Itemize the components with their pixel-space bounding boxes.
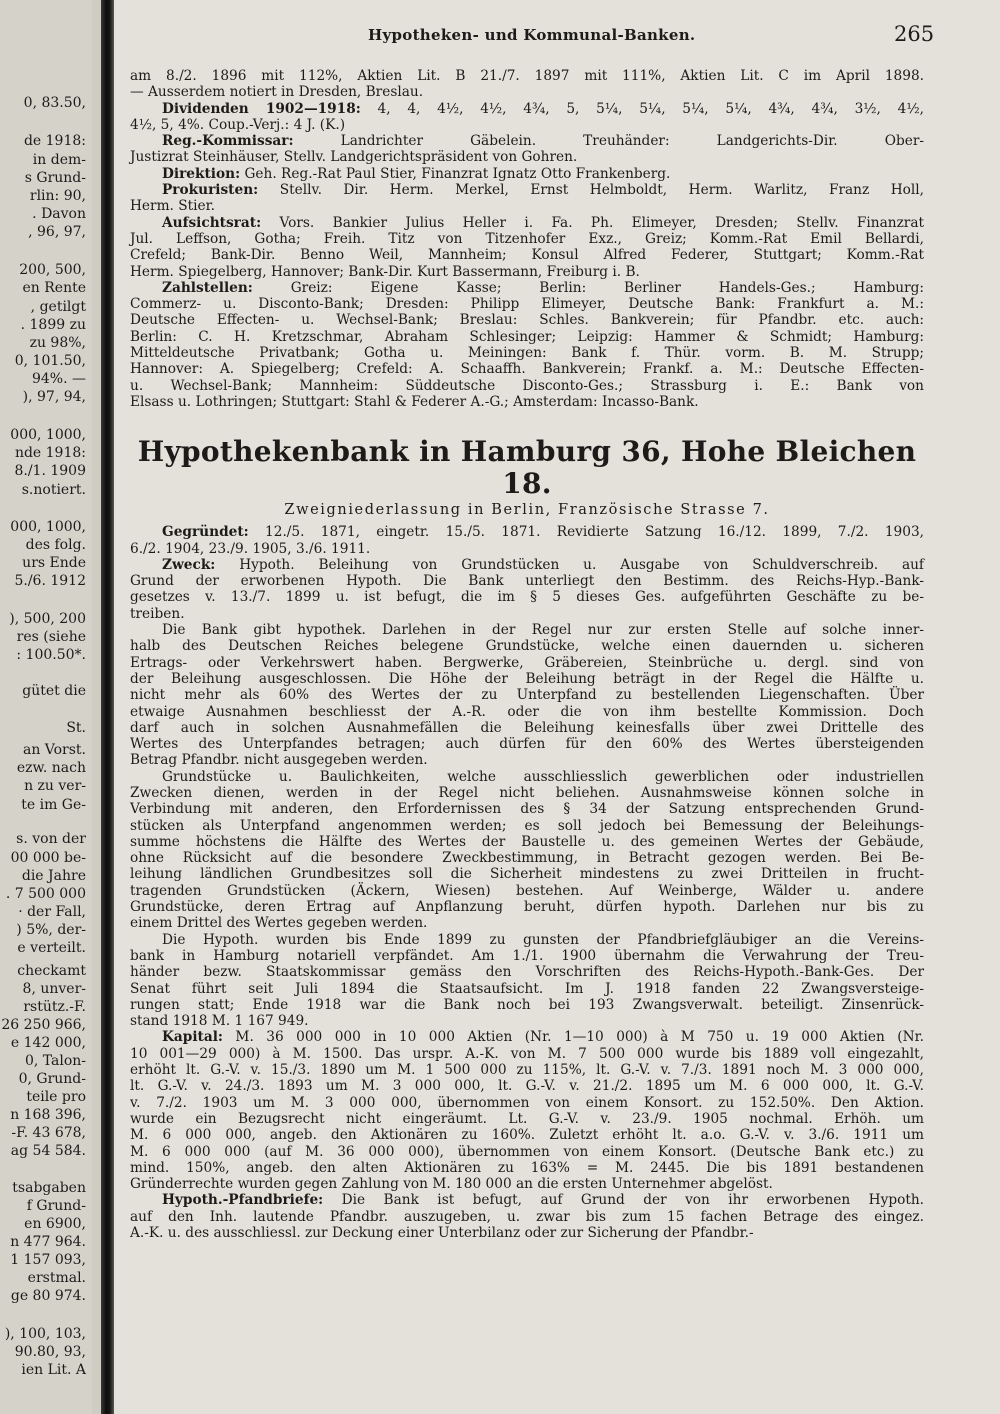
line-text: Geh. Reg.-Rat Paul Stier, Finanzrat Ignatz Otto Frankenberg. [240,165,671,182]
side-column-line: ), 100, 103, [4,1326,86,1342]
text-line [130,149,924,165]
book-page [114,0,1000,1414]
side-column-line: 5./6. 1912 [14,573,86,589]
text-line [130,1046,924,1062]
text-line [130,785,924,801]
side-column-line: 0, Grund- [18,1071,86,1087]
paragraph [130,101,924,134]
section-label: Kapital: [162,1029,223,1046]
section-label: Zahlstellen: [162,279,253,296]
section-label: Reg.-Kommissar: [162,133,294,150]
text-line [130,1144,924,1160]
side-column-line: de 1918: [23,133,86,149]
line-text: am 8./2. 1896 mit 112%, Aktien Lit. B 21./7. 1897 mit 111%, Aktien Lit. C im April 1898. [130,68,924,84]
text-line [130,524,924,540]
line-text: 12./5. 1871, eingetr. 15./5. 1871. Revidierte Satzung 16./12. 1899, 7./2. 1903, [248,524,924,541]
section-label: Zweck: [162,556,216,573]
paragraph [130,524,924,557]
line-text: Crefeld; Bank-Dir. Benno Weil, Mannheim; Konsul Alfred Federer, Stuttgart; Komm.-Rat [130,247,924,264]
bank-title: Hypothekenbank in Hamburg 36, Hohe Bleichen 18. [137,435,917,501]
line-text: u. Wechsel-Bank; Mannheim: Süddeutsche Disconto-Ges.; Strassburg i. E.: Bank von [130,377,924,394]
side-column-line: 26 250 966, [1,1017,86,1033]
line-text: Hypoth. Beleihung von Grundstücken u. Ausgabe von Schuldverschreib. auf [215,556,924,573]
paragraph [130,133,924,166]
line-text: Hannover: A. Spiegelberg; Crefeld: A. Schaaffh. Bankverein; Frankf. a. M.: Deutsche Effecten- [130,361,924,378]
text-line [130,329,924,345]
text-line [130,622,924,638]
side-column-line: zu 98%, [29,335,86,351]
text-line [130,198,924,214]
text-line [130,231,924,247]
side-column-line: 0, Talon- [24,1053,86,1069]
side-column-line: , 96, 97, [28,224,86,240]
paragraph [130,68,924,101]
line-text: Herm. Stier. [130,198,216,215]
text-line [130,655,924,671]
text-line [130,1176,924,1192]
text-line [130,638,924,654]
text-line [130,247,924,263]
side-column-line: . 1899 zu [20,317,86,333]
side-column-line: ag 54 584. [10,1143,86,1159]
text-line [130,1062,924,1078]
text-line [130,1111,924,1127]
text-line [130,541,924,557]
side-column-line: ) 5%, der- [16,922,86,938]
line-text: händer bezw. Staatskommissar gemäss den Vorschriften des Reichs-Hypoth.-Bank-Ges. Der [130,964,924,981]
line-text: einem Drittel des Wertes gegeben werden. [130,915,428,932]
text-line [130,215,924,231]
line-text: halb des Deutschen Reiches belegene Grundstücke, welche einen dauernden u. sicheren [130,638,924,655]
side-column-line: s. von der [16,831,86,847]
side-column-line: n 168 396, [10,1107,86,1123]
side-column-line: rlin: 90, [29,188,86,204]
text-line [130,1225,924,1241]
line-text: Grund der erworbenen Hypoth. Die Bank unterliegt den Bestimm. des Reichs-Hyp.-Bank- [130,573,924,590]
line-text: Die Bank gibt hypothek. Darlehen in der Regel nur zur ersten Stelle auf solche inner- [162,622,924,639]
text-line [130,68,924,84]
text-line [130,834,924,850]
side-column-line: s.notiert. [21,482,86,498]
text-line [130,1192,924,1208]
line-text: M. 36 000 000 in 10 000 Aktien (Nr. 1—10 000) à M 750 u. 19 000 Aktien (Nr. [222,1029,924,1046]
side-column-line: e 142 000, [10,1035,86,1051]
bank-entry [130,524,924,1241]
side-column-line: ezw. nach [16,760,86,776]
side-column-line: 000, 1000, [10,519,86,535]
line-text: lt. G.-V. v. 24./3. 1893 um M. 3 000 000, lt. G.-V. v. 21./2. 1895 um M. 6 000 000, lt. G.-V. [130,1078,924,1095]
line-text: Herm. Spiegelberg, Hannover; Bank-Dir. Kurt Bassermann, Freiburg i. B. [130,263,640,280]
side-column-line: : 100.50*. [16,647,86,663]
side-column-line: en Rente [22,280,86,296]
side-column-line: 8, unver- [22,981,86,997]
line-text: auf den Inh. lautende Pfandbr. auszugeben, u. zwar bis zum 15 fachen Betrage des eingez. [130,1208,924,1225]
section-label: Gegründet: [162,524,249,541]
side-column-line: erstmal. [27,1270,86,1286]
paragraph [130,769,924,932]
side-column-line: tsabgaben [12,1180,86,1196]
text-line [130,606,924,622]
line-text: nicht mehr als 60% des Wertes der zu Unterpfand zu bestellenden Liegenschaften. Über [130,687,924,704]
text-line [130,769,924,785]
section-label: Hypoth.-Pfandbriefe: [162,1192,324,1209]
line-text: Die Hypoth. wurden bis Ende 1899 zu gunsten der Pfandbriefgläubiger an die Vereins- [162,931,924,948]
side-column-line: en 6900, [24,1216,86,1232]
line-text: Die Bank ist befugt, auf Grund der von ihr erworbenen Hypoth. [323,1192,924,1209]
side-column-line: 200, 500, [19,262,86,278]
text-line [130,981,924,997]
side-column-line: an Vorst. [22,742,86,758]
side-column-line: St. [66,720,86,736]
line-text: Elsass u. Lothringen; Stuttgart: Stahl & Federer A.-G.; Amsterdam: Incasso-Bank. [130,393,699,410]
text-line [130,1160,924,1176]
side-column-line: · der Fall, [18,904,86,920]
text-line [130,1095,924,1111]
text-line [130,866,924,882]
side-column-line: 8./1. 1909 [14,463,86,479]
side-column-line: des folg. [25,537,86,553]
line-text: etwaige Ausnahmen beschliesst der A.-R. oder die von ihm bestellte Kommission. Doch [130,703,924,720]
paragraph [130,1192,924,1241]
line-text: M. 6 000 000, angeb. den Aktionären zu 160%. Zuletzt erhöht lt. a.o. G.-V. v. 3./6. 1911 um [130,1127,924,1144]
text-line [130,280,924,296]
line-text: der Beleihung ausgeschlossen. Die Höhe der Beleihung beträgt in der Regel die Hälfte u. [130,670,924,687]
line-text: wurde ein Bezugsrecht nicht eingeräumt. Lt. G.-V. v. 23./9. 1905 nochmal. Erhöh. um [130,1110,924,1127]
text-line [130,932,924,948]
line-text: gesetzes v. 13./7. 1899 u. ist befugt, die im § 5 dieses Ges. aufgeführten Geschäfte zu be- [130,589,924,606]
line-text: ohne Rücksicht auf die besondere Zweckbestimmung, in Betracht gezogen werden. Bei Be- [130,850,924,867]
side-column-line: ge 80 974. [10,1288,86,1304]
bank-subtitle: Zweigniederlassung in Berlin, Französische Strasse 7. [284,502,770,519]
side-column-line: rstütz.-F. [23,999,86,1015]
side-column-line: te im Ge- [21,797,86,813]
text-line [130,671,924,687]
text-line [130,850,924,866]
line-text: Grundstücke u. Baulichkeiten, welche ausschliesslich gewerblichen oder industriellen [162,768,924,785]
line-text: Greiz: Eigene Kasse; Berlin: Berliner Handels-Ges.; Hamburg: [252,279,924,296]
text-line [130,964,924,980]
paragraph [130,622,924,769]
side-column-line: 00 000 be- [10,850,86,866]
side-column-line: nde 1918: [14,445,86,461]
line-text: stücken als Unterpfand angenommen werden; es soll jedoch bei Bemessung der Beleihungs- [130,817,924,834]
previous-page-column [0,0,92,1414]
line-text: Gründerrechte wurden gegen Zahlung von M. 180 000 an die ersten Unternehmer abgelöst. [130,1176,773,1193]
side-column-line: 1 157 093, [10,1252,86,1268]
side-column-line: 94%. — [31,371,86,387]
side-column-line: , getilgt [30,299,86,315]
text-line [130,117,924,133]
text-line [130,899,924,915]
side-column-line: -F. 43 678, [11,1125,86,1141]
text-line [130,394,924,410]
side-column-line: n 477 964. [10,1234,86,1250]
line-text: M. 6 000 000 (auf M. 36 000 000), übernommen von einem Konsort. (Deutsche Bank etc.) zu [130,1143,924,1160]
line-text: darf auch in solchen Ausnahmefällen die Beleihung keinesfalls über zwei Drittelle des [130,719,924,736]
line-text: — Ausserdem notiert in Dresden, Breslau. [130,84,424,101]
text-line [130,1078,924,1094]
text-line [130,818,924,834]
line-text: Stellv. Dir. Herm. Merkel, Ernst Helmboldt, Herm. Warlitz, Franz Holl, [258,182,924,199]
paragraph [130,1029,924,1192]
page-number: 265 [894,22,935,46]
text-line [130,704,924,720]
paragraph [130,557,924,622]
line-text: Deutsche Effecten- u. Wechsel-Bank; Breslau: Schles. Bankverein; für Pfandbr. etc. auch: [130,312,924,329]
side-column-line: 0, 101.50, [14,353,86,369]
text-line [130,1029,924,1045]
line-text: treiben. [130,605,185,622]
previous-bank-entry [130,68,924,410]
text-line [130,1209,924,1225]
text-line [130,1127,924,1143]
side-column-line: f Grund- [26,1198,86,1214]
line-text: Ertrags- oder Verkehrswert haben. Bergwerke, Gräbereien, Steinbrüche u. dergl. sind von [130,654,924,671]
running-title: Hypotheken- und Kommunal-Banken. [368,26,696,44]
line-text: tragenden Grundstücken (Äckern, Wiesen) bestehen. Auf Weinberge, Wälder u. andere [130,882,924,899]
paragraph [130,932,924,1030]
line-text: Zwecken dienen, werden in der Regel nicht beliehen. Ausnahmsweise können solche in [130,784,924,801]
side-column-line: ), 500, 200 [9,611,86,627]
side-column-line: 000, 1000, [10,427,86,443]
text-line [130,264,924,280]
line-text: erhöht lt. G.-V. v. 15./3. 1890 um M. 1 500 000 zu 115%, lt. G.-V. v. 7./3. 1891 noch M. 3 000 000, [130,1062,924,1079]
section-label: Dividenden 1902—1918: [162,100,361,117]
text-line [130,312,924,328]
line-text: Jul. Leffson, Gotha; Freih. Titz von Titzenhofer Exz., Greiz; Komm.-Rat Emil Bellardi, [130,230,924,247]
paragraph [130,215,924,280]
text-line [130,182,924,198]
line-text: Grundstücke, deren Ertrag auf Anpflanzung beruht, dürfen hypoth. Darlehen nur bis zu [130,899,924,916]
paragraph [130,280,924,410]
line-text: bank in Hamburg notariell verpfändet. Am 1./1. 1900 übernahm die Verwahrung der Treu- [130,947,924,964]
line-text: Vors. Bankier Julius Heller i. Fa. Ph. Elimeyer, Dresden; Stellv. Finanzrat [261,214,924,231]
text-line [130,101,924,117]
side-column-line: urs Ende [22,555,86,571]
text-line [130,378,924,394]
paragraph [130,166,924,182]
line-text: Senat führt seit Juli 1894 die Staatsaufsicht. Im J. 1918 fanden 22 Zwangsversteige- [130,980,924,997]
line-text: Berlin: C. H. Kretzschmar, Abraham Schlesinger; Leipzig: Hammer & Schmidt; Hamburg: [130,328,924,345]
line-text: Landrichter Gäbelein. Treuhänder: Landgerichts-Dir. Ober- [293,133,924,150]
line-text: 6./2. 1904, 23./9. 1905, 3./6. 1911. [130,540,371,557]
text-line [130,752,924,768]
line-text: Betrag Pfandbr. nicht ausgegeben werden. [130,752,428,769]
text-line [130,720,924,736]
side-column-line: teile pro [26,1089,86,1105]
side-column-line: checkamt [17,963,86,979]
text-line [130,345,924,361]
text-line [130,883,924,899]
text-line [130,1013,924,1029]
line-text: 4½, 5, 4%. Coup.-Verj.: 4 J. (K.) [130,116,346,133]
line-text: v. 7./2. 1903 um M. 3 000 000, übernommen von einem Konsort. zu 152.50%. Den Aktion. [130,1094,924,1111]
side-column-line: . Davon [32,206,86,222]
side-column-line: in dem- [32,152,86,168]
section-label: Direktion: [162,165,241,182]
text-line [130,361,924,377]
side-column-line: e verteilt. [17,940,86,956]
line-text: summe höchstens die Hälfte des Wertes der Baustelle u. des gemeinen Wertes der Gebäude, [130,833,924,850]
side-column-line: res (siehe [16,629,86,645]
text-line [130,736,924,752]
text-line [130,166,924,182]
line-text: leihung ländlichen Grundbesitzes soll die Sicherheit mindestens zu zwei Dritteilen in frucht- [130,866,924,883]
text-line [130,573,924,589]
paragraph [130,182,924,215]
side-column-line: 90.80, 93, [14,1344,86,1360]
section-label: Aufsichtsrat: [162,214,262,231]
text-line [130,801,924,817]
text-line [130,133,924,149]
side-column-line: n zu ver- [24,778,86,794]
side-column-line: die Jahre [21,868,86,884]
page-gutter [101,0,114,1414]
line-text: mind. 150%, angeb. den alten Aktionären zu 163% = M. 2445. Die bis 1891 bestandenen [130,1159,924,1176]
line-text: rungen statt; Ende 1918 war die Bank noch bei 193 Zwangsverwalt. beteiligt. Zinsenrück- [130,996,924,1013]
side-column-line: ), 97, 94, [22,389,86,405]
side-column-line: 0, 83.50, [23,95,86,111]
text-line [130,296,924,312]
section-label: Prokuristen: [162,182,259,199]
line-text: Justizrat Steinhäuser, Stellv. Landgerichtspräsident von Gohren. [130,149,578,166]
side-column-line: . 7 500 000 [5,886,86,902]
text-line [130,589,924,605]
line-text: 4, 4, 4½, 4½, 4¾, 5, 5¼, 5¼, 5¼, 5¼, 4¾, 4¾, 3½, 4½, [360,100,924,117]
line-text: Wertes des Unterpfandes betragen; auch dürfen für den 60% des Wertes übersteigenden [130,736,924,753]
text-line [130,557,924,573]
text-line [130,84,924,100]
text-line [130,915,924,931]
text-line [130,948,924,964]
line-text: 10 001—29 000) à M. 1500. Das urspr. A.-K. von M. 7 500 000 wurde bis 1889 voll eingezahlt, [130,1045,924,1062]
side-column-line: s Grund- [24,170,86,186]
text-line [130,997,924,1013]
line-text: Verbindung mit anderen, den Erfordernissen des § 34 der Satzung entsprechenden Grund- [130,801,924,818]
side-column-line: ien Lit. A [21,1362,86,1378]
line-text: Commerz- u. Disconto-Bank; Dresden: Philipp Elimeyer, Deutsche Bank: Frankfurt a. M.: [130,296,924,313]
side-column-line: gütet die [22,683,86,699]
line-text: Mitteldeutsche Privatbank; Gotha u. Meiningen: Bank f. Thür. vorm. B. M. Strupp; [130,345,924,362]
line-text: A.-K. u. des ausschliessl. zur Deckung einer Unterbilanz oder zur Sicherung der Pfandbr.- [130,1225,754,1241]
text-line [130,687,924,703]
page-content [130,68,924,1241]
line-text: stand 1918 M. 1 167 949. [130,1013,309,1030]
